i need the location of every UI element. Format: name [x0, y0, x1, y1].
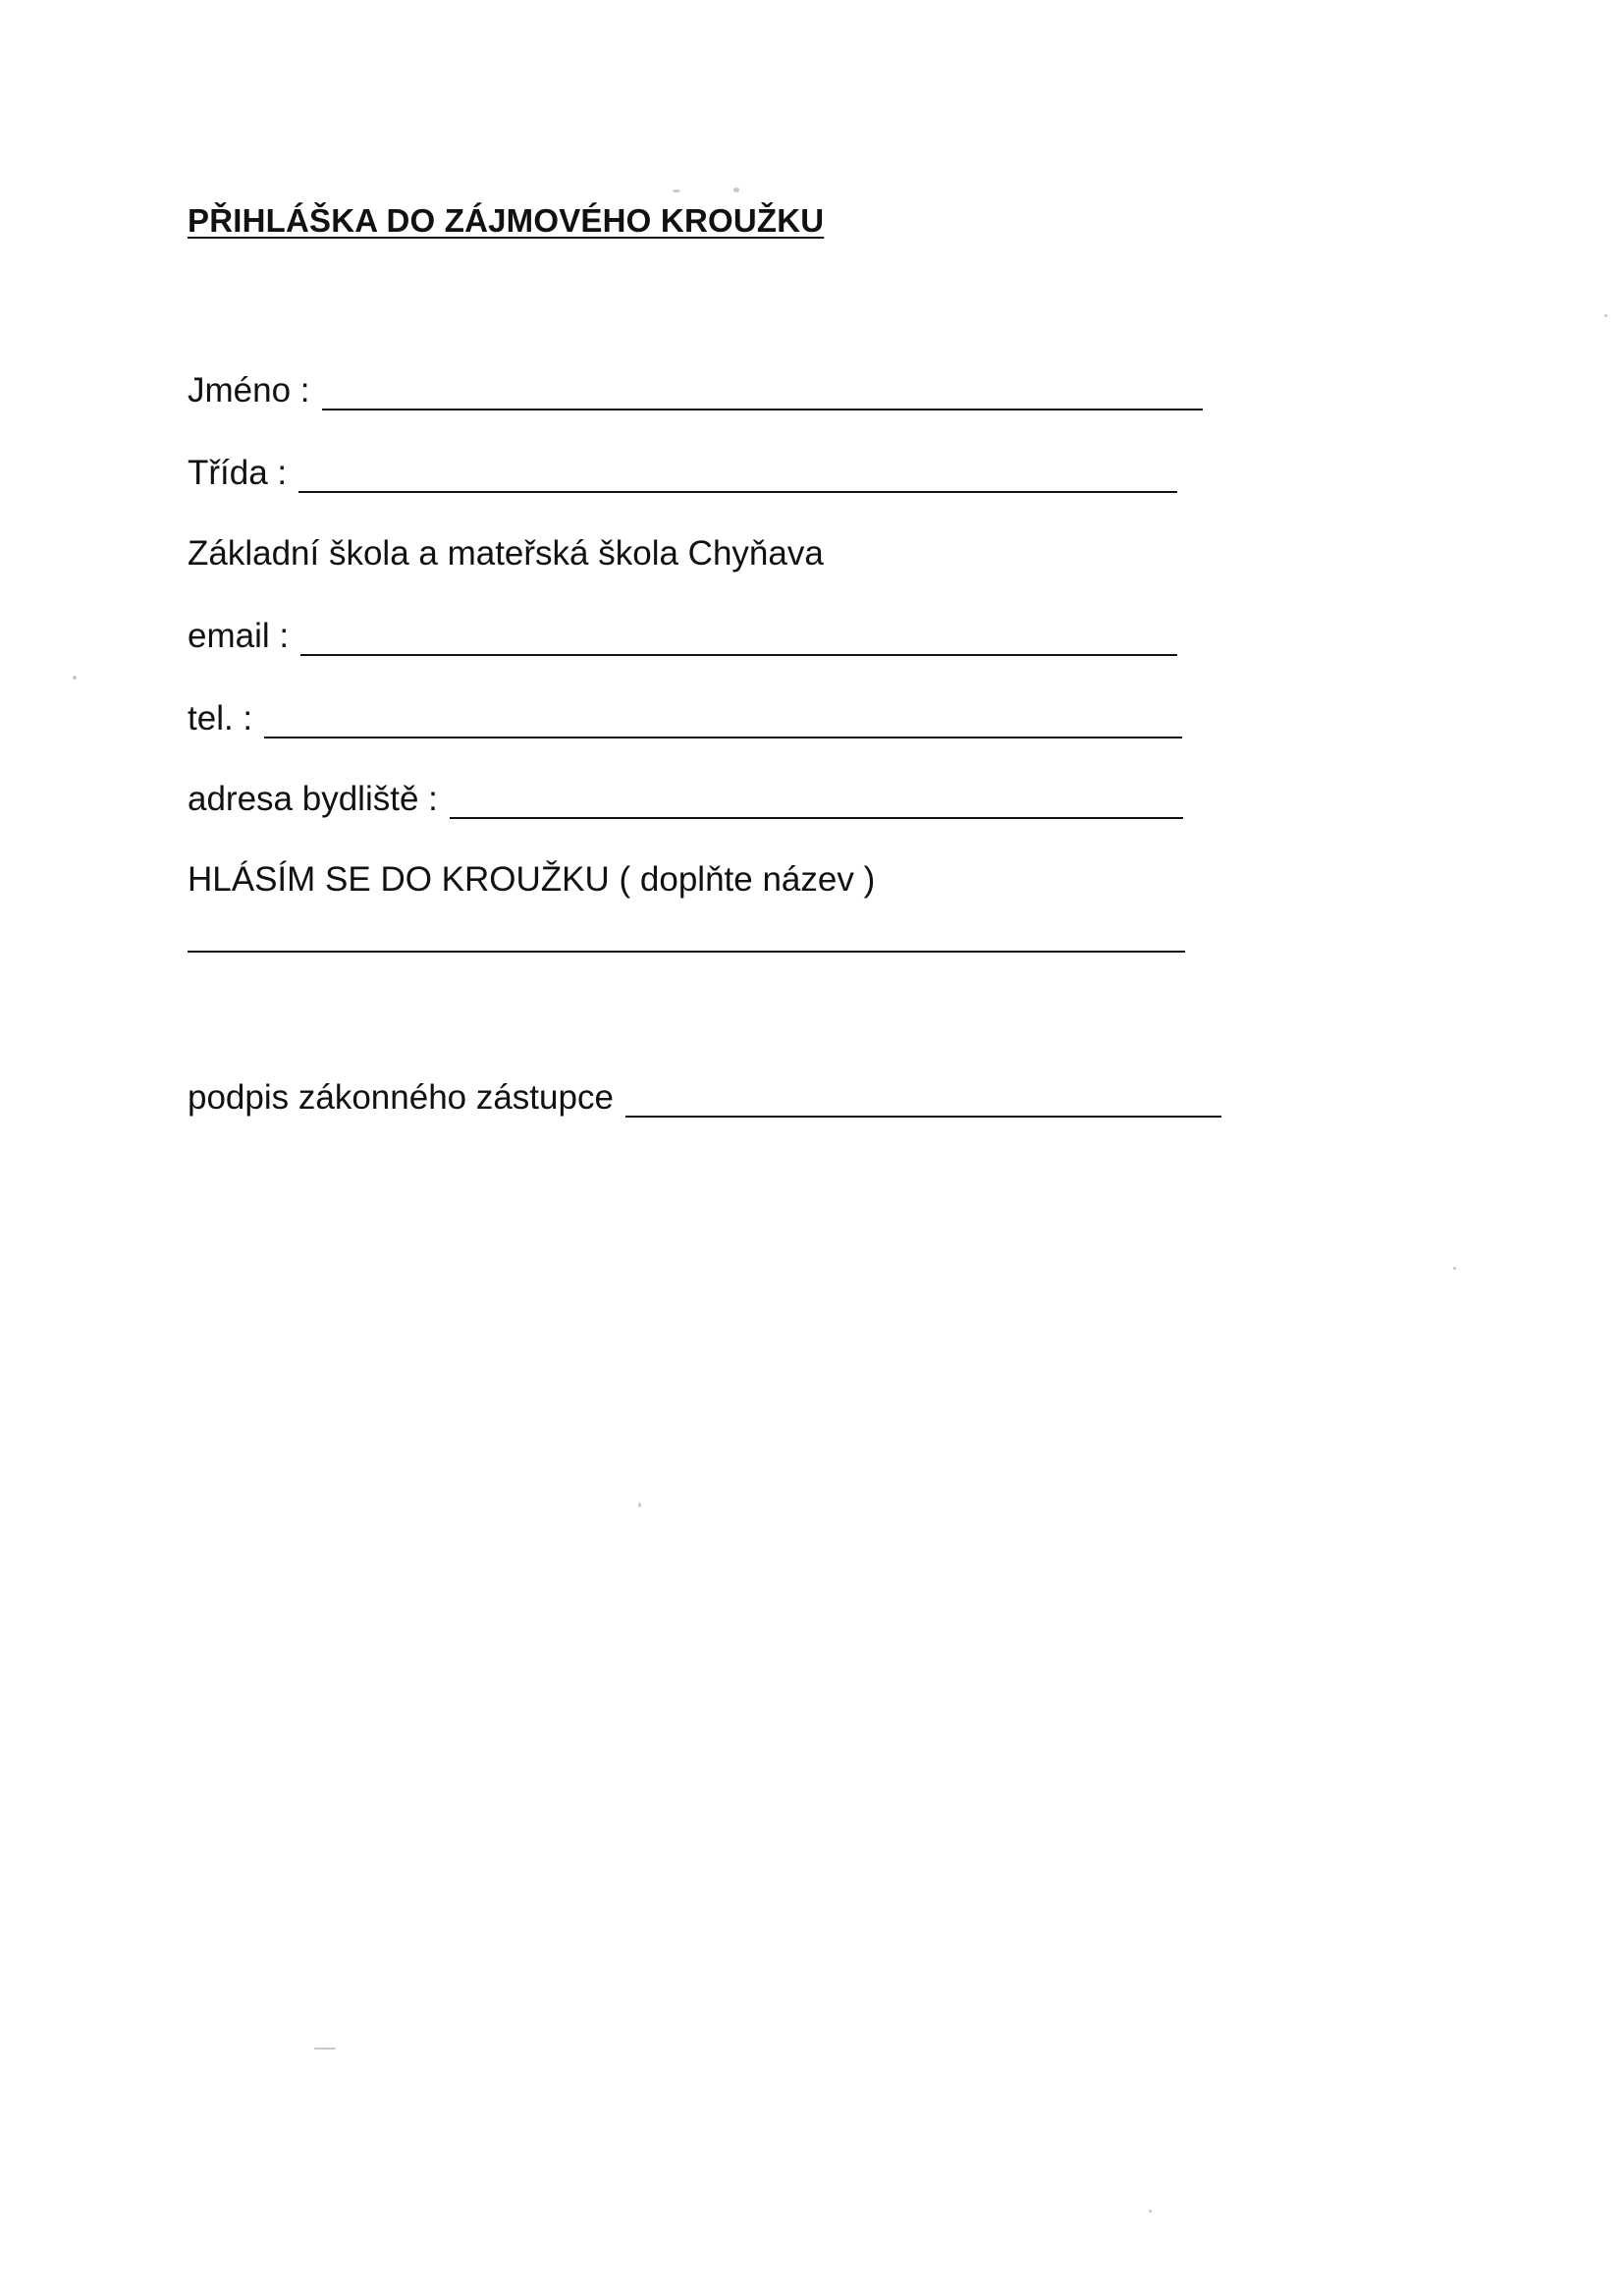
scan-speck	[314, 2048, 336, 2050]
club-label: HLÁSÍM SE DO KROUŽKU ( doplňte název )	[188, 860, 876, 899]
address-field[interactable]	[450, 784, 1183, 819]
email-field[interactable]	[300, 621, 1177, 656]
address-row	[188, 780, 1183, 819]
class-field[interactable]	[298, 458, 1177, 493]
signature-label: podpis zákonného zástupce	[188, 1078, 614, 1117]
phone-row	[188, 699, 1182, 738]
phone-label: tel. :	[188, 699, 253, 738]
scan-speck	[1453, 1267, 1456, 1270]
name-label: Jméno :	[188, 371, 310, 410]
class-row	[188, 454, 1177, 493]
scan-speck	[1604, 314, 1607, 317]
signature-row	[188, 1078, 1221, 1118]
scan-speck	[73, 676, 77, 680]
email-row	[188, 617, 1177, 656]
email-label: email :	[188, 617, 290, 655]
name-row	[188, 371, 1203, 410]
club-name-field[interactable]	[188, 951, 1185, 953]
name-field[interactable]	[322, 375, 1203, 410]
scan-speck	[673, 190, 680, 192]
form-title: PŘIHLÁŠKA DO ZÁJMOVÉHO KROUŽKU	[188, 202, 825, 239]
address-label: adresa bydliště :	[188, 780, 438, 818]
phone-field[interactable]	[264, 703, 1182, 738]
scan-speck	[638, 1503, 641, 1507]
class-label: Třída :	[188, 454, 288, 492]
school-name-text: Základní škola a mateřská škola Chyňava	[188, 534, 824, 573]
signature-field[interactable]	[625, 1082, 1221, 1118]
scan-speck	[1149, 2210, 1152, 2213]
scan-speck	[733, 188, 739, 192]
